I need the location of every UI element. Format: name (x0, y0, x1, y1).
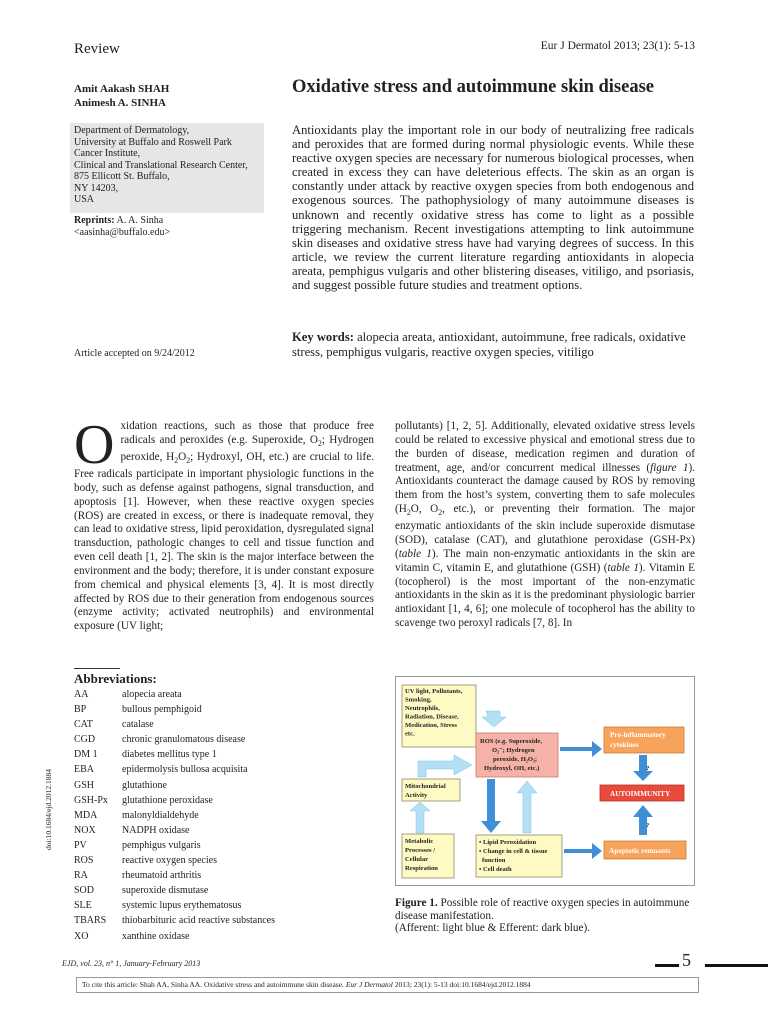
abbreviation-description: rheumatoid arthritis (122, 870, 202, 882)
abbreviation-description: xanthine oxidase (122, 930, 190, 942)
article-title: Oxidative stress and autoimmune skin disease (292, 77, 654, 97)
metabolic-text: Metabolic Processes / Cellular Respiration (405, 838, 438, 872)
section-label: Review (74, 41, 120, 57)
affiliation-box (70, 123, 264, 213)
issue-info: EJD, vol. 23, n° 1, January-February 2013 (62, 959, 201, 968)
affiliation-line: University at Buffalo and Roswell Park (74, 136, 232, 148)
question-mark: ? (646, 765, 650, 772)
abbreviation-code: NOX (74, 824, 96, 836)
abbreviation-description: thiobarbituric acid reactive substances (122, 915, 275, 927)
afferent-arrow (410, 802, 430, 833)
abbreviation-code: GSH-Px (74, 794, 108, 806)
abbreviation-description: glutathione (122, 779, 167, 791)
abbreviation-code: SLE (74, 900, 92, 912)
abbreviation-description: systemic lupus erythematosus (122, 900, 242, 912)
efferent-arrow (633, 755, 653, 781)
drop-cap: O (74, 414, 115, 476)
autoimmunity-text: AUTOIMMUNITY (610, 790, 671, 798)
abbreviation-code: ROS (74, 855, 94, 867)
abbreviation-row (74, 793, 275, 808)
question-mark: ? (646, 822, 650, 829)
ros-text: ROS (e.g. Superoxide, O₂⁻; Hydrogen peroxide, H₂O₂; Hydroxyl, OH, etc.) (480, 738, 542, 772)
abbreviation-code: PV (74, 839, 87, 851)
affiliation-line: Clinical and Translational Research Center, (74, 159, 248, 171)
affiliation-line: 875 Ellicott St. Buffalo, (74, 171, 170, 182)
abbreviation-code: RA (74, 870, 88, 882)
abbreviation-code: XO (74, 930, 89, 942)
abbreviation-description: superoxide dismutase (122, 885, 209, 897)
page-number: 5 (682, 950, 691, 970)
figure-diagram (396, 677, 694, 885)
keywords-label: Key words: (292, 330, 354, 344)
author-name: Animesh A. SINHA (74, 97, 166, 109)
abbreviation-description: glutathione peroxidase (122, 794, 213, 806)
abbreviation-row (74, 747, 275, 762)
abbreviation-description: alopecia areata (122, 689, 182, 700)
abbreviation-code: EBA (74, 764, 94, 776)
abbreviation-description: reactive oxygen species (122, 855, 217, 867)
caption-note: (Afferent: light blue & Efferent: dark blue). (395, 922, 590, 934)
affiliation-line: Department of Dermatology, (74, 125, 190, 136)
abbreviation-code: BP (74, 704, 87, 716)
abbreviation-description: catalase (122, 719, 154, 731)
abbreviation-code: MDA (74, 809, 98, 821)
abbreviation-row (74, 778, 275, 793)
sources-text: UV light, Pollutants, Smoking, Neutrophils, Radiation, Disease, Medication, Stress etc. (405, 688, 463, 738)
reprints-label: Reprints: (74, 215, 115, 226)
abbreviations-title: Abbreviations: (74, 668, 120, 687)
keywords-text: alopecia areata, antioxidant, autoimmune, free radicals, oxidative stress, pemphigus vulgaris, reactive oxygen species, vitiligo (292, 330, 686, 359)
citation-journal: Eur J Dermatol (345, 980, 393, 989)
abbreviation-row (74, 838, 275, 853)
pro-inflammatory-text: Pro-inflammatory cytokines (610, 731, 666, 749)
abbreviation-description: NADPH oxidase (122, 824, 190, 836)
afferent-arrow (517, 781, 537, 833)
afferent-arrow (482, 711, 506, 727)
abbreviation-description: malonyldialdehyde (122, 809, 199, 821)
abbreviation-row (74, 808, 275, 823)
abbreviation-code: TBARS (74, 915, 107, 927)
efferent-arrow (560, 741, 602, 757)
abbreviation-row (74, 898, 275, 913)
author-list (74, 82, 169, 110)
abbreviation-description: diabetes mellitus type 1 (122, 749, 217, 761)
accepted-date: Article accepted on 9/24/2012 (74, 348, 195, 359)
body-column-right (395, 420, 695, 631)
abbreviation-code: AA (74, 689, 89, 700)
afferent-arrow (418, 755, 472, 777)
figure-1 (395, 676, 695, 886)
citation-box (76, 977, 699, 993)
body-text-right: pollutants) [1, 2, 5]. Additionally, elevated oxidative stress levels could be related to excessive physical and emotional stress due to the burden of disease, medication regimen and duration of treatment, age, and/or concurrent medical illnesses (figure 1). Antioxidants counteract the damage caused by ROS by removing them from the host’s system, converting them to safe molecules ($H_2O$, $O_2$, etc.), or preventing their formation. The major enzymatic antioxidants of the skin include superoxide dismutase (SOD), catalase (CAT), and glutathione peroxidase (GSH-Px) (table 1). The main non-enzymatic antioxidants in the skin are vitamin C, vitamin E, and glutathione (GSH) (table 1). Vitamin E (tocopherol) is the most important of the non-enzymatic antioxidants in the skin as it is the predominant physiologic barrier antioxidant [1, 4, 6]; one molecule of tocopherol has the ability to scavenge two peroxyl radicals [7, 8]. In (395, 420, 696, 630)
abbreviation-code: CAT (74, 719, 93, 731)
abbreviation-description: chronic granulomatous disease (122, 734, 246, 746)
abbreviation-description: epidermolysis bullosa acquisita (122, 764, 248, 776)
reprints-email[interactable]: <aasinha@buffalo.edu> (74, 227, 171, 238)
affiliation-line: USA (74, 194, 95, 205)
abbreviation-row (74, 853, 275, 868)
abbreviation-row (74, 868, 275, 883)
footer-rule (705, 964, 768, 967)
abbreviation-row (74, 913, 275, 928)
abbreviation-row (74, 929, 275, 944)
doi-margin: doi:10.1684/ejd.2012.1884 (44, 768, 53, 850)
abbreviation-row (74, 687, 275, 702)
effects-text: • Lipid Peroxidation • Change in cell & tissue function • Cell death (479, 839, 548, 873)
abbreviations-table (74, 687, 275, 944)
abbreviation-row (74, 883, 275, 898)
apoptotic-text: Apoptotic remnants (609, 847, 671, 855)
efferent-arrow (564, 843, 602, 859)
keywords (292, 330, 694, 360)
efferent-arrow (633, 805, 653, 835)
reprints-info (74, 215, 264, 239)
abstract: Antioxidants play the important role in our body of neutralizing free radicals and peroxides that are formed during normal physiologic events. While these reactive oxygen species are necessary for numerous biological processes, when created in excess they can have deleterious effects. The skin as an organ is constantly under attack by reactive oxygen species from both endogenous and exogenous sources. The pathophysiology of many autoimmune diseases is unknown and recently oxidative stress has come to light as a possible triggering mechanism. Recent investigations attempting to link autoimmune skin diseases and oxidative stress have had varying degrees of success. In this article, we review the current literature regarding antioxidants in alopecia areata, pemphigus vulgaris and other blistering diseases, vitiligo, and psoriasis, and suggest possible future studies and treatment options. (292, 123, 694, 293)
body-text-left: xidation reactions, such as those that produce free radicals and peroxides (e.g. Superoxide, $O_2$; Hydrogen peroxide, $H_2O_2$; Hydroxyl, OH, etc.) are crucial to life. Free radicals participate in important physiologic functions in the body, such as defense against pathogens, signal transduction, and apoptosis [1]. However, when these reactive oxygen species (ROS) are created in excess, or there is inadequate removal, they can lead to oxidative stress, lipid peroxidation, dysregulated signal transduction, pathologic changes to cell and tissue function and even cell death [1, 2]. The skin is the major interface between the environment and the body; therefore, it is under constant exposure from chemical and physical elements [3, 4]. It is most directly affected by ROS due to their generation from endogenous sources (enzyme activity; activated neutrophils) and environmental exposure (UV light; (74, 420, 374, 633)
author-name: Amit Aakash SHAH (74, 83, 170, 95)
caption-text: Possible role of reactive oxygen species in autoimmune disease manifestation. (395, 897, 690, 922)
affiliation-line: Cancer Institute, (74, 148, 141, 159)
abbreviation-code: DM 1 (74, 749, 98, 761)
abbreviation-description: bullous pemphigoid (122, 704, 202, 716)
journal-reference: Eur J Dermatol 2013; 23(1): 5-13 (540, 40, 695, 52)
efferent-arrow (481, 779, 501, 833)
caption-label: Figure 1. (395, 897, 438, 909)
reprints-name: A. A. Sinha (114, 215, 164, 226)
citation-suffix: 2013; 23(1): 5-13 doi:10.1684/ejd.2012.1884 (392, 980, 531, 989)
abbreviation-code: SOD (74, 885, 95, 897)
abbreviation-row (74, 702, 275, 717)
figure-caption (395, 897, 695, 935)
citation-prefix: To cite this article: Shah AA, Sinha AA. Oxidative stress and autoimmune skin disease. (82, 980, 346, 989)
abbreviation-row (74, 732, 275, 747)
abbreviation-description: pemphigus vulgaris (122, 839, 201, 851)
abbreviation-code: CGD (74, 734, 96, 746)
abbreviation-code: GSH (74, 779, 95, 791)
abbreviation-row (74, 717, 275, 732)
abbreviation-row (74, 762, 275, 777)
mitochondrial-text: Mitochondrial Activity (405, 783, 446, 799)
abbreviation-row (74, 823, 275, 838)
affiliation-line: NY 14203, (74, 182, 119, 194)
footer-rule (655, 964, 679, 967)
body-column-left (74, 414, 374, 634)
